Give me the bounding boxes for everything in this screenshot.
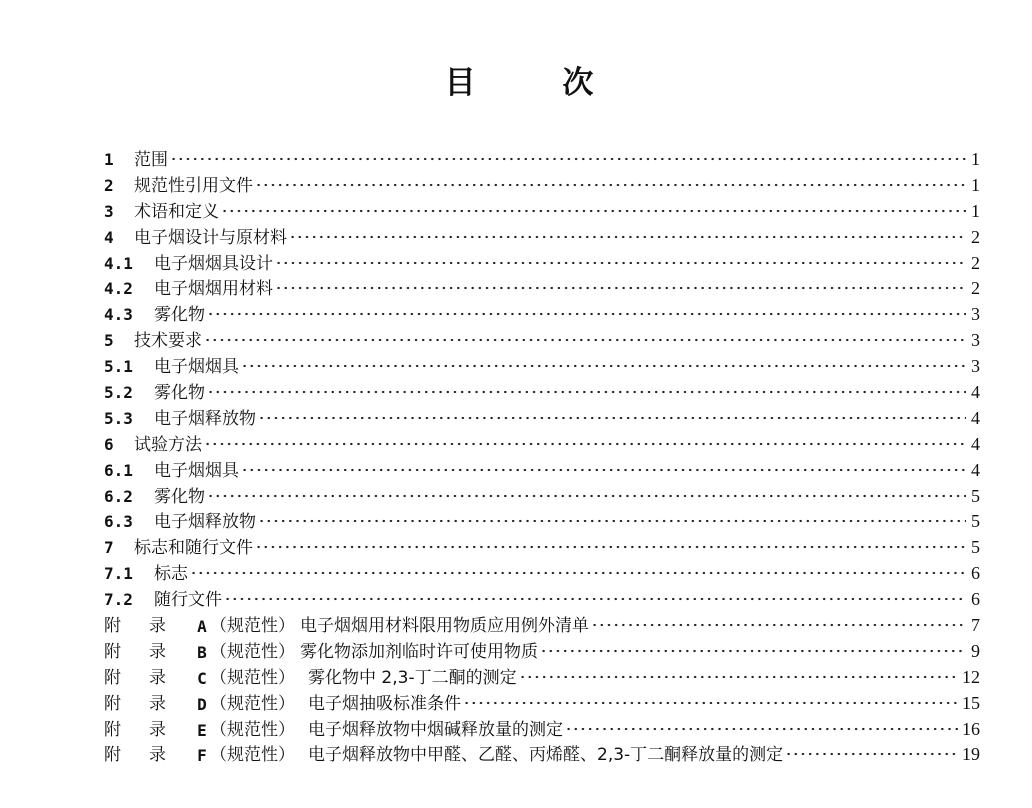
appendix-letter: A [197,617,207,637]
appendix-label [104,666,210,692]
toc-entry-page: 3 [971,356,980,377]
toc-entry-title: 雾化物中 2,3-丁二酮的测定 [308,667,517,688]
toc-entry-page: 4 [971,433,980,454]
appendix-label-fu: 附 [104,641,121,662]
toc-entry-title: 雾化物添加剂临时许可使用物质 [300,641,538,662]
appendix-label-lu: 录 [149,693,166,714]
toc-entry-page: 1 [971,149,980,169]
toc-entry-number: 4.3 [104,305,133,325]
dot-leader [204,338,966,342]
appendix-letter: C [197,668,207,688]
toc-entry-title: 范围 [134,150,168,170]
toc-entry-page: 3 [971,304,980,325]
dot-leader [204,442,966,446]
toc-entry-page: 15 [962,692,980,713]
toc-entry-page: 16 [962,718,980,739]
toc-entry-number: 6 [104,434,114,454]
appendix-label-lu: 录 [149,616,166,637]
appendix-label-fu: 附 [104,719,121,740]
toc-entry-title: 电子烟释放物 [154,408,256,429]
toc-entry-title: 电子烟释放物中烟碱释放量的测定 [308,719,563,740]
appendix-type: （规范性） [210,616,295,637]
toc-entry-number: 5.3 [104,408,133,428]
appendix-type: （规范性） [210,719,295,740]
appendix-label-fu: 附 [104,667,121,688]
dot-leader [241,468,966,472]
toc-entry[interactable] [104,458,980,484]
dot-leader [170,157,966,161]
toc-entry-title: 雾化物 [154,486,205,507]
appendix-label [104,718,210,744]
toc-entry-page: 6 [971,589,980,610]
toc-entry-page: 2 [971,278,980,299]
toc-entry-number: 5.2 [104,383,133,403]
toc-entry[interactable] [104,199,980,225]
dot-leader [207,494,966,498]
appendix-type: （规范性） [210,745,295,766]
dot-leader [207,312,966,316]
toc-entry-number: 7 [104,538,114,558]
toc-entry[interactable] [104,302,980,328]
toc-entry-page: 4 [971,459,980,480]
toc-entry-page: 5 [971,537,980,558]
dot-leader [565,727,958,731]
toc-appendix-entry[interactable] [104,691,980,717]
appendix-type: （规范性） [210,641,295,662]
toc-entry-title: 电子烟烟用材料 [154,279,273,300]
appendix-label-lu: 录 [149,641,166,662]
toc-entry[interactable] [104,173,980,199]
toc-entry-number: 6.3 [104,512,133,532]
dot-leader [255,545,966,549]
toc-appendix-entry[interactable] [104,717,980,743]
toc-entry-number: 3 [104,201,114,221]
table-of-contents [104,147,980,768]
dot-leader [258,519,966,523]
toc-entry-page: 4 [971,407,980,428]
appendix-letter: D [197,694,207,714]
toc-entry-page: 5 [971,485,980,506]
dot-leader [540,649,966,653]
toc-entry-number: 6.1 [104,460,133,480]
toc-entry-title: 规范性引用文件 [134,175,253,196]
toc-entry-page: 4 [971,382,980,403]
appendix-label-fu: 附 [104,693,121,714]
toc-entry[interactable] [104,509,980,535]
appendix-type: （规范性） [210,693,295,714]
toc-entry[interactable] [104,276,980,302]
dot-leader [289,235,966,239]
toc-entry-number: 6.2 [104,486,133,506]
toc-entry[interactable] [104,328,980,354]
dot-leader [519,675,958,679]
dot-leader [463,701,958,705]
toc-entry[interactable] [104,432,980,458]
toc-entry-number: 4 [104,227,114,247]
toc-entry-title: 电子烟烟用材料限用物质应用例外清单 [300,616,589,637]
toc-entry-title: 技术要求 [134,331,202,352]
toc-entry[interactable] [104,225,980,251]
appendix-label-lu: 录 [149,667,166,688]
toc-appendix-entry[interactable] [104,639,980,665]
dot-leader [241,364,966,368]
toc-entry-title: 标志和随行文件 [134,538,253,559]
page-title: 目 次 [444,65,632,101]
toc-entry-title: 电子烟烟具 [154,357,239,378]
dot-leader [591,623,966,627]
toc-entry-number: 7.2 [104,590,133,610]
toc-entry-number: 4.2 [104,279,133,299]
appendix-label-lu: 录 [149,719,166,740]
toc-entry-page: 1 [971,200,980,221]
appendix-type: （规范性） [210,667,295,688]
toc-entry-page: 2 [971,252,980,273]
toc-entry-title: 试验方法 [134,434,202,455]
toc-entry-title: 电子烟设计与原材料 [134,227,287,248]
toc-entry-title: 电子烟烟具 [154,460,239,481]
toc-entry[interactable] [104,484,980,510]
toc-entry[interactable] [104,587,980,613]
dot-leader [275,286,966,290]
toc-entry-number: 4.1 [104,253,133,273]
toc-entry-title: 电子烟抽吸标准条件 [308,693,461,714]
toc-entry-number: 5 [104,331,114,351]
dot-leader [224,597,966,601]
toc-entry-page: 1 [971,174,980,195]
toc-entry-page: 2 [971,226,980,247]
toc-entry-page: 19 [962,744,980,765]
toc-entry-title: 雾化物 [154,383,205,404]
dot-leader [255,183,966,187]
appendix-letter: B [197,642,207,662]
appendix-label-fu: 附 [104,745,121,766]
toc-entry-title: 标志 [154,564,188,585]
toc-entry-number: 7.1 [104,564,133,584]
appendix-label [104,640,210,666]
toc-entry-page: 5 [971,511,980,532]
toc-entry[interactable] [104,251,980,277]
dot-leader [275,261,966,265]
toc-entry[interactable] [104,354,980,380]
toc-appendix-entry[interactable] [104,613,980,639]
toc-entry[interactable] [104,561,980,587]
appendix-label [104,692,210,718]
toc-entry-title: 随行文件 [154,590,222,611]
appendix-letter: E [197,720,207,740]
toc-entry[interactable] [104,147,980,173]
toc-entry[interactable] [104,535,980,561]
appendix-label [104,743,210,769]
toc-entry-title: 术语和定义 [134,201,219,222]
appendix-label-lu: 录 [149,745,166,766]
toc-entry-title: 电子烟释放物 [154,512,256,533]
dot-leader [190,571,966,575]
toc-entry-page: 12 [962,666,980,687]
toc-entry-title: 电子烟烟具设计 [154,253,273,274]
toc-entry-page: 3 [971,330,980,351]
toc-entry-page: 7 [971,615,980,636]
toc-entry[interactable] [104,406,980,432]
toc-entry-number: 1 [104,150,114,169]
dot-leader [258,416,966,420]
appendix-letter: F [197,746,207,766]
toc-entry-number: 5.1 [104,357,133,377]
toc-entry-page: 9 [971,640,980,661]
dot-leader [207,390,966,394]
dot-leader [221,209,966,213]
dot-leader [785,752,958,756]
toc-appendix-entry[interactable] [104,742,980,768]
toc-entry-page: 6 [971,563,980,584]
toc-entry-number: 2 [104,175,114,195]
toc-entry[interactable] [104,380,980,406]
appendix-label [104,614,210,640]
appendix-label-fu: 附 [104,616,121,637]
toc-entry-title: 电子烟释放物中甲醛、乙醛、丙烯醛、2,3-丁二酮释放量的测定 [308,745,784,766]
toc-entry-title: 雾化物 [154,305,205,326]
toc-appendix-entry[interactable] [104,665,980,691]
